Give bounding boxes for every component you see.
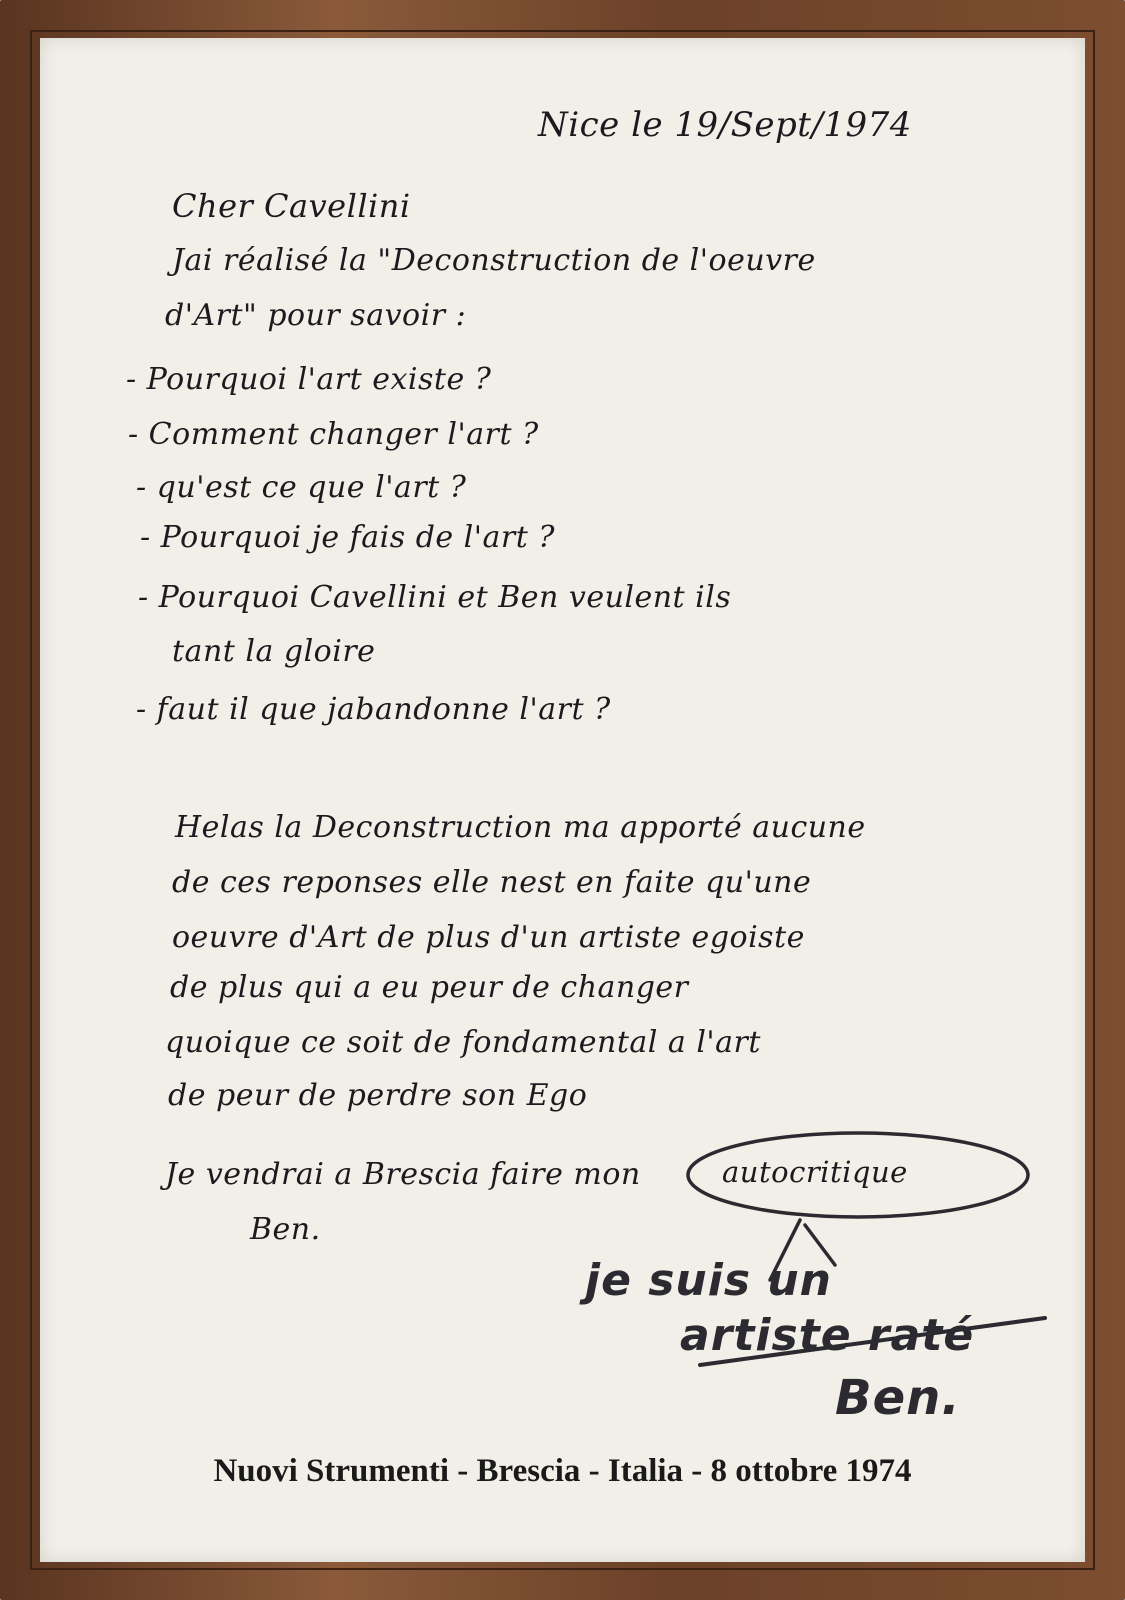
letter-body-line: de plus qui a eu peur de changer (170, 970, 689, 1005)
letter-question: - Pourquoi l'art existe ? (126, 362, 492, 397)
letter-body-line: quoique ce soit de fondamental a l'art (165, 1025, 761, 1060)
letter-intro-line: d'Art" pour savoir : (165, 298, 467, 333)
letter-intro-line: Jai réalisé la "Deconstruction de l'oeuvre (172, 243, 816, 278)
letter-body-line: Helas la Deconstruction ma apporté aucune (175, 810, 866, 845)
letter-date: Nice le 19/Sept/1974 (538, 105, 912, 145)
letter-question: - faut il que jabandonne l'art ? (136, 692, 611, 727)
circled-word: autocritique (722, 1155, 908, 1189)
letter-body-line: oeuvre d'Art de plus d'un artiste egoiste (172, 920, 805, 955)
autocritique-circle (688, 1133, 1028, 1217)
letter-signature: Ben. (250, 1212, 321, 1247)
letter-body-line: de peur de perdre son Ego (168, 1078, 588, 1113)
letter-question: tant la gloire (172, 634, 376, 669)
underline-stroke (700, 1318, 1045, 1365)
annotation-signature: Ben. (835, 1370, 961, 1426)
letter-question: - Pourquoi Cavellini et Ben veulent ils (138, 580, 732, 615)
letter-salutation: Cher Cavellini (172, 187, 411, 225)
letter-closing: Je vendrai a Brescia faire mon (165, 1157, 641, 1192)
poster-footer: Nuovi Strumenti - Brescia - Italia - 8 ottobre 1974 (213, 1453, 912, 1489)
pointer-stroke (770, 1220, 835, 1280)
annotation-line-2: artiste raté (680, 1310, 975, 1361)
letter-question: - Comment changer l'art ? (128, 417, 539, 452)
letter-question: - qu'est ce que l'art ? (136, 470, 467, 505)
annotation-line-1: je suis un (585, 1255, 832, 1306)
letter-body-line: de ces reponses elle nest en faite qu'une (172, 865, 812, 900)
letter-question: - Pourquoi je fais de l'art ? (140, 520, 555, 555)
